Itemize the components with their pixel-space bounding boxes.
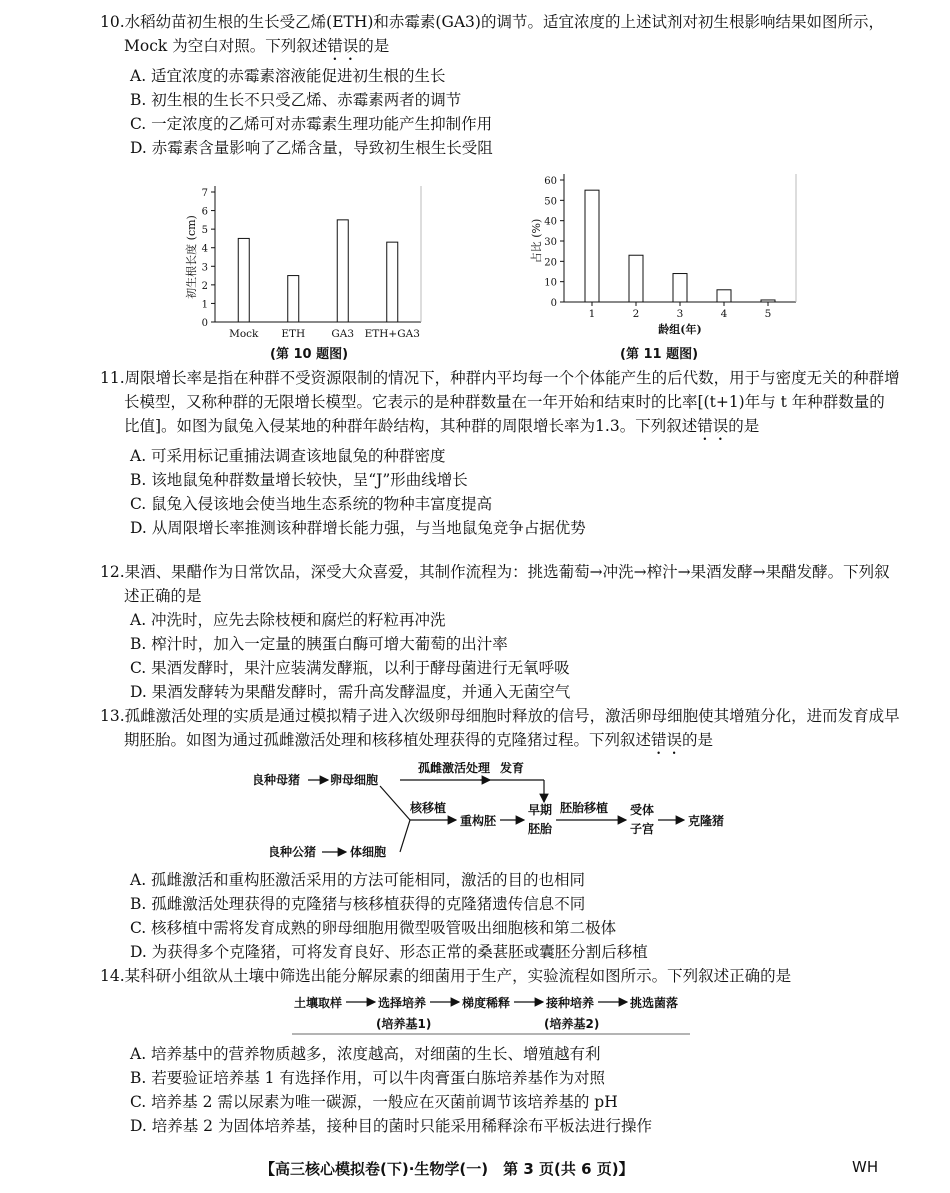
medium-2-label: (培养基2) bbox=[544, 1017, 600, 1031]
y-tick-label: 0 bbox=[550, 298, 557, 309]
emphasis-text: 错误 bbox=[327, 37, 359, 55]
flow-step-5: 挑选菌落 bbox=[630, 996, 679, 1010]
somatic-cell-label: 体细胞 bbox=[350, 845, 387, 859]
question-14-options bbox=[100, 1042, 900, 1138]
question-number: 10. bbox=[100, 13, 125, 31]
y-tick-label: 4 bbox=[201, 243, 208, 255]
question-13-stem: 13.孤雌激活处理的实质是通过模拟精子进入次级卵母细胞时释放的信号，激活卵母细胞使其增殖分化，进而发育成早期胚胎。如图为通过孤雌激活处理和核移植处理获得的克隆猪过程。下列叙述错误的是 bbox=[100, 707, 900, 749]
screening-flow-diagram bbox=[292, 992, 692, 1036]
x-tick-label: GA3 bbox=[331, 328, 355, 340]
bar-GA3 bbox=[337, 220, 348, 322]
bar-ETH bbox=[288, 276, 299, 322]
female-pig-label: 良种母猪 bbox=[252, 773, 301, 787]
x-tick-label: 5 bbox=[764, 308, 772, 320]
question-14 bbox=[100, 964, 900, 988]
recipient-label-1: 受体 bbox=[630, 803, 655, 817]
y-axis-label: 初生根长度 (cm) bbox=[185, 215, 198, 299]
question-number: 14. bbox=[100, 967, 125, 985]
bar-Mock bbox=[238, 238, 249, 322]
option-b: B. 榨汁时，加入一定量的胰蛋白酶可增大葡萄的出汁率 bbox=[130, 635, 508, 653]
y-tick-label: 60 bbox=[544, 176, 557, 187]
option-b: B. 该地鼠兔种群数量增长较快，呈“J”形曲线增长 bbox=[130, 471, 468, 489]
cloned-pig-diagram bbox=[250, 762, 760, 862]
y-tick-label: 6 bbox=[201, 206, 208, 218]
nuclear-transfer-label: 核移植 bbox=[410, 801, 447, 815]
emphasis-text: 错误 bbox=[697, 417, 729, 435]
embryo-transfer-label: 胚胎移植 bbox=[560, 801, 609, 815]
y-tick-label: 30 bbox=[544, 237, 557, 248]
q11-bar-chart bbox=[520, 160, 800, 338]
q10-bar-chart bbox=[185, 170, 425, 345]
option-c: C. 培养基 2 需以尿素为唯一碳源，一般应在灭菌前调节该培养基的 pH bbox=[130, 1093, 618, 1111]
x-axis-label: 龄组(年) bbox=[658, 323, 702, 336]
question-12 bbox=[100, 560, 900, 704]
bar-5 bbox=[761, 300, 775, 302]
y-tick-label: 3 bbox=[201, 262, 208, 274]
option-d: D. 赤霉素含量影响了乙烯含量，导致初生根生长受阻 bbox=[130, 139, 493, 157]
egg-cell-label: 卵母细胞 bbox=[330, 773, 379, 787]
parthenogenesis-label: 孤雌激活处理 bbox=[418, 762, 491, 775]
option-a: A. 适宜浓度的赤霉素溶液能促进初生根的生长 bbox=[130, 67, 446, 85]
medium-1-label: (培养基1) bbox=[376, 1017, 432, 1031]
y-tick-label: 2 bbox=[201, 280, 208, 292]
bar-3 bbox=[673, 274, 687, 302]
question-10-stem: 10.水稻幼苗初生根的生长受乙烯(ETH)和赤霉素(GA3)的调节。适宜浓度的上述试剂对初生根影响结果如图所示，Mock 为空白对照。下列叙述错误的是 bbox=[100, 13, 884, 55]
y-tick-label: 20 bbox=[544, 257, 557, 269]
y-tick-label: 1 bbox=[201, 299, 208, 311]
bar-2 bbox=[629, 255, 643, 302]
flow-step-4: 接种培养 bbox=[546, 996, 595, 1010]
option-c: C. 一定浓度的乙烯可对赤霉素生理功能产生抑制作用 bbox=[130, 115, 493, 133]
flow-step-1: 土壤取样 bbox=[294, 996, 343, 1010]
cloned-pig-label: 克隆猪 bbox=[688, 814, 725, 828]
x-tick-label: ETH+GA3 bbox=[364, 328, 420, 340]
bar-4 bbox=[717, 290, 731, 302]
option-d: D. 培养基 2 为固体培养基，接种目的菌时只能采用稀释涂布平板法进行操作 bbox=[130, 1117, 652, 1135]
option-a: A. 冲洗时，应先去除枝梗和腐烂的籽粒再冲洗 bbox=[130, 611, 446, 629]
option-b: B. 初生根的生长不只受乙烯、赤霉素两者的调节 bbox=[130, 91, 462, 109]
y-axis-label: 占比 (%) bbox=[530, 218, 543, 264]
flow-step-2: 选择培养 bbox=[378, 996, 427, 1010]
question-11-stem: 11.周限增长率是指在种群不受资源限制的情况下，种群内平均每一个个体能产生的后代数，用于与密度无关的种群增长模型，又称种群的无限增长模型。它表示的是种群数量在一年开始和结束时的比率[(t+1)年与 t 年种群数量的比值]。如图为鼠兔入侵某地的种群年龄结构，其种群的周限增长率为1.3。下列叙述错误的是 bbox=[100, 369, 900, 435]
question-13 bbox=[100, 704, 900, 758]
recipient-label-2: 子宫 bbox=[630, 822, 655, 836]
male-pig-label: 良种公猪 bbox=[268, 845, 317, 859]
option-a: A. 培养基中的营养物质越多，浓度越高，对细菌的生长、增殖越有利 bbox=[130, 1045, 601, 1063]
question-13-options bbox=[100, 868, 900, 964]
option-d: D. 果酒发酵转为果醋发酵时，需升高发酵温度，并通入无菌空气 bbox=[130, 683, 571, 701]
option-b: B. 若要验证培养基 1 有选择作用，可以牛肉膏蛋白胨培养基作为对照 bbox=[130, 1069, 605, 1087]
x-tick-label: 3 bbox=[676, 308, 684, 320]
option-c: C. 果酒发酵时，果汁应装满发酵瓶，以利于酵母菌进行无氧呼吸 bbox=[130, 659, 570, 677]
bar-ETH+GA3 bbox=[387, 242, 398, 322]
early-embryo-label-1: 早期 bbox=[528, 803, 553, 817]
question-12-stem: 12.果酒、果醋作为日常饮品，深受大众喜爱，其制作流程为：挑选葡萄→冲洗→榨汁→果酒发酵→果醋发酵。下列叙述正确的是 bbox=[100, 563, 890, 605]
q10-caption: (第 10 题图) bbox=[270, 347, 349, 362]
q11-caption: (第 11 题图) bbox=[620, 347, 699, 362]
question-10 bbox=[100, 10, 900, 160]
bar-1 bbox=[585, 190, 599, 302]
option-a: A. 可采用标记重捕法调查该地鼠兔的种群密度 bbox=[130, 447, 446, 465]
x-tick-label: 4 bbox=[720, 308, 728, 320]
option-d: D. 从周限增长率推测该种群增长能力强，与当地鼠兔竞争占据优势 bbox=[130, 519, 586, 537]
develop-label: 发育 bbox=[500, 762, 525, 775]
question-number: 13. bbox=[100, 707, 125, 725]
y-tick-label: 50 bbox=[544, 196, 557, 208]
emphasis-text: 错误 bbox=[651, 731, 683, 749]
reconstructed-embryo-label: 重构胚 bbox=[460, 814, 497, 828]
option-c: C. 核移植中需将发育成熟的卵母细胞用微型吸管吸出细胞核和第二极体 bbox=[130, 919, 617, 937]
option-c: C. 鼠兔入侵该地会使当地生态系统的物种丰富度提高 bbox=[130, 495, 493, 513]
y-tick-label: 0 bbox=[201, 318, 208, 329]
footer-code: WH bbox=[852, 1158, 879, 1176]
flow-step-3: 梯度稀释 bbox=[462, 996, 511, 1010]
y-tick-label: 7 bbox=[201, 188, 208, 199]
question-number: 11. bbox=[100, 369, 125, 387]
early-embryo-label-2: 胚胎 bbox=[528, 822, 553, 836]
x-tick-label: Mock bbox=[229, 328, 259, 340]
x-tick-label: 2 bbox=[632, 308, 640, 320]
option-d: D. 为获得多个克隆猪，可将发育良好、形态正常的桑葚胚或囊胚分割后移植 bbox=[130, 943, 648, 961]
x-tick-label: ETH bbox=[281, 328, 306, 340]
x-tick-label: 1 bbox=[588, 308, 596, 320]
y-tick-label: 5 bbox=[201, 225, 208, 237]
option-a: A. 孤雌激活和重构胚激活采用的方法可能相同，激活的目的也相同 bbox=[130, 871, 586, 889]
y-tick-label: 10 bbox=[544, 277, 557, 289]
question-14-stem: 14.某科研小组欲从土壤中筛选出能分解尿素的细菌用于生产，实验流程如图所示。下列叙述正确的是 bbox=[100, 967, 792, 985]
y-tick-label: 40 bbox=[544, 216, 557, 228]
question-11 bbox=[100, 366, 900, 540]
option-b: B. 孤雌激活处理获得的克隆猪与核移植获得的克隆猪遗传信息不同 bbox=[130, 895, 586, 913]
question-number: 12. bbox=[100, 563, 125, 581]
page-footer: 【高三核心模拟卷(下)·生物学(一) 第 3 页(共 6 页)】 bbox=[260, 1160, 634, 1178]
